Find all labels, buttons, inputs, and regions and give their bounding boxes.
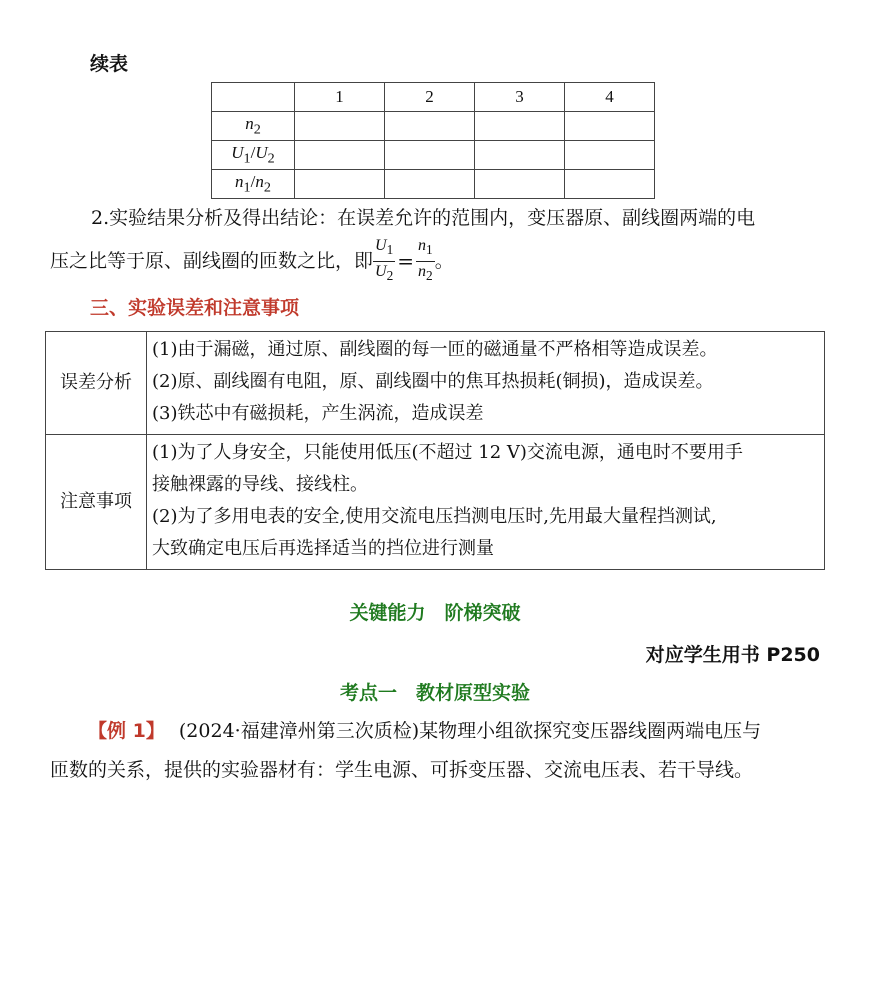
symbol: n [245, 113, 254, 133]
table-row [46, 435, 825, 570]
subscript: 2 [263, 179, 271, 196]
note-line: (2)原、副线圈有电阻，原、副线圈中的焦耳热损耗(铜损)，造成误差。 [152, 371, 714, 392]
row-label-n-ratio [212, 170, 295, 199]
symbol: U [255, 142, 268, 162]
topic-title: 考点一 教材原型实验 [339, 682, 530, 704]
table-header-cell [212, 83, 295, 112]
conclusion-line-1: 2.实验结果分析及得出结论：在误差允许的范围内，变压器原、副线圈两端的电 [91, 207, 756, 229]
subscript: 2 [426, 267, 433, 283]
continued-label: 续表 [90, 53, 129, 75]
table-row [46, 332, 825, 435]
subscript: 2 [386, 267, 394, 283]
equals-sign: = [397, 249, 415, 273]
slash: / [250, 142, 256, 162]
fraction-numerator [416, 236, 435, 261]
section-title-abilities: 关键能力 阶梯突破 [349, 602, 521, 624]
example-label: 【例 1】 [88, 720, 165, 742]
table-cell [475, 141, 565, 170]
table-cell [565, 112, 655, 141]
conclusion-text: 压之比等于原、副线圈的匝数之比，即 [50, 250, 374, 272]
symbol: n [235, 171, 244, 191]
subscript: 1 [386, 242, 394, 258]
table-cell [295, 141, 385, 170]
symbol: U [231, 142, 244, 162]
table-cell [385, 170, 475, 199]
table-row [212, 141, 655, 170]
reference-note: 对应学生用书 P250 [645, 644, 820, 666]
notes-table [45, 331, 825, 570]
fraction-denominator [416, 262, 435, 286]
row-body [147, 435, 825, 570]
symbol: n [418, 237, 427, 255]
note-line: (1)为了人身安全，只能使用低压(不超过 12 V)交流电源，通电时不要用手 [152, 442, 743, 463]
table-header-cell: 3 [475, 83, 565, 112]
data-table [211, 82, 655, 199]
subscript: 1 [426, 242, 433, 258]
subscript: 2 [267, 150, 275, 167]
table-cell [475, 112, 565, 141]
sentence-end: 。 [434, 250, 454, 272]
slash: / [250, 171, 256, 191]
voltage-fraction [373, 236, 395, 285]
row-header-precautions: 注意事项 [46, 435, 147, 570]
row-label-u-ratio [212, 141, 295, 170]
table-row [212, 112, 655, 141]
row-label-n2 [212, 112, 295, 141]
table-cell [565, 141, 655, 170]
note-line: 接触裸露的导线、接线柱。 [152, 474, 368, 495]
symbol: U [375, 237, 387, 255]
example-line-1 [88, 719, 761, 743]
table-header-row [212, 83, 655, 112]
symbol: n [418, 262, 427, 280]
fraction-denominator [373, 262, 395, 286]
table-header-cell: 1 [295, 83, 385, 112]
note-line: (2)为了多用电表的安全,使用交流电压挡测电压时,先用最大量程挡测试, [152, 506, 717, 527]
subscript: 2 [253, 121, 261, 138]
symbol: n [255, 171, 264, 191]
symbol: U [375, 262, 387, 280]
table-cell [565, 170, 655, 199]
subscript: 1 [243, 150, 251, 167]
note-line: (3)铁芯中有磁损耗，产生涡流，造成误差 [152, 403, 484, 424]
subscript: 1 [243, 179, 251, 196]
table-cell [385, 141, 475, 170]
table-cell [295, 112, 385, 141]
table-cell [385, 112, 475, 141]
conclusion-line-2 [50, 236, 454, 286]
row-body [147, 332, 825, 435]
example-line-2: 匝数的关系，提供的实验器材有：学生电源、可拆变压器、交流电压表、若干导线。 [50, 759, 754, 781]
table-cell [295, 170, 385, 199]
table-row [212, 170, 655, 199]
note-line: 大致确定电压后再选择适当的挡位进行测量 [152, 538, 494, 559]
section-title-errors: 三、实验误差和注意事项 [90, 297, 300, 319]
row-header-error-analysis: 误差分析 [46, 332, 147, 435]
note-line: (1)由于漏磁，通过原、副线圈的每一匝的磁通量不严格相等造成误差。 [152, 339, 718, 360]
turns-fraction [416, 236, 435, 285]
table-header-cell: 4 [565, 83, 655, 112]
fraction-numerator [373, 236, 395, 261]
table-header-cell: 2 [385, 83, 475, 112]
example-text: (2024·福建漳州第三次质检)某物理小组欲探究变压器线圈两端电压与 [178, 720, 762, 742]
table-cell [475, 170, 565, 199]
